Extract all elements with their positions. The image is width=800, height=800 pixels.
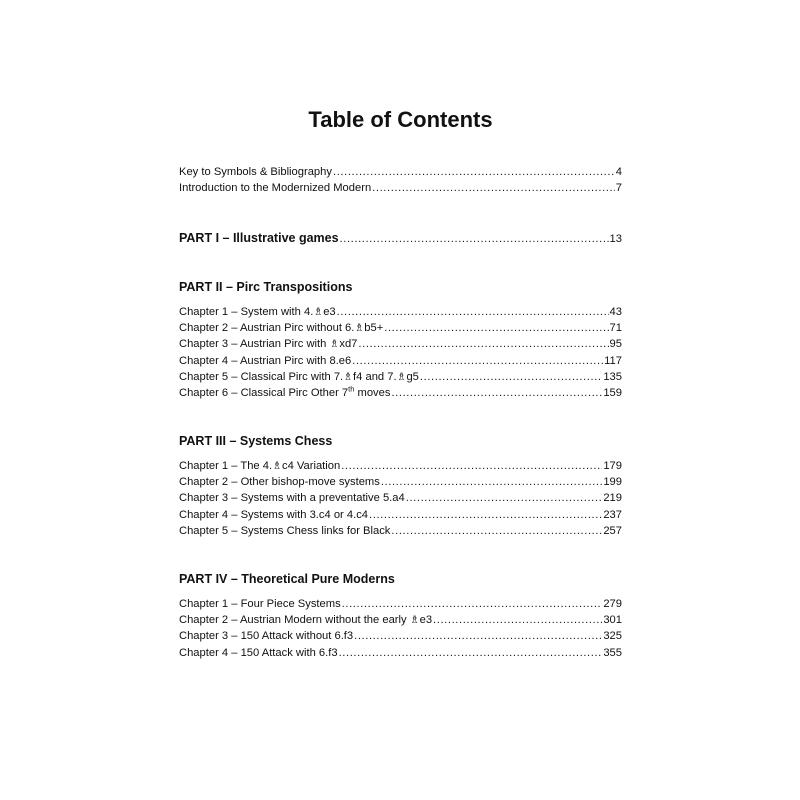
toc-entry-label: Chapter 6 – Classical Pirc Other 7th moves [179, 384, 391, 399]
toc-entry-page: 219 [603, 492, 622, 505]
dot-leader [384, 320, 608, 336]
toc-entry-page: 159 [603, 386, 622, 399]
toc-entry-chapter [179, 507, 622, 523]
dot-leader [340, 231, 609, 247]
toc-entry-chapter [179, 369, 622, 385]
toc-entry-page: 71 [609, 322, 622, 335]
toc-entry-chapter [179, 523, 622, 539]
part-3-heading: PART III – Systems Chess [179, 434, 333, 448]
toc-entry-page: 7 [615, 182, 622, 195]
toc-entry-label: Chapter 1 – Four Piece Systems [179, 598, 341, 610]
part-4-block [179, 571, 622, 587]
part-3-chapter-list [179, 458, 622, 539]
part-2-chapter-list [179, 304, 622, 401]
toc-entry-chapter [179, 645, 622, 661]
toc-entry-label: Chapter 2 – Austrian Pirc without 6.♗b5+ [179, 321, 384, 335]
page-title: Table of Contents [308, 107, 493, 132]
bishop-icon: ♗ [354, 321, 365, 335]
dot-leader [352, 353, 603, 369]
bishop-icon: ♗ [396, 369, 407, 383]
toc-entry-page: 179 [603, 460, 622, 472]
ordinal-superscript: th [348, 384, 355, 394]
toc-entry-chapter [179, 336, 622, 352]
toc-entry-label: Chapter 3 – 150 Attack without 6.f3 [179, 630, 354, 643]
toc-entry-chapter [179, 353, 622, 369]
toc-entry-page: 301 [603, 614, 622, 627]
toc-entry-page: 279 [603, 598, 622, 610]
part-2-block [179, 279, 622, 295]
dot-leader [337, 304, 609, 320]
toc-entry-chapter [179, 596, 622, 612]
dot-leader [339, 645, 603, 661]
toc-entry-label: Chapter 5 – Classical Pirc with 7.♗f4 and 7.♗g5 [179, 369, 419, 383]
bishop-icon: ♗ [343, 369, 354, 383]
toc-entry-label: Introduction to the Modernized Modern [179, 182, 372, 195]
toc-entry-label: Chapter 4 – Systems with 3.c4 or 4.c4 [179, 508, 369, 521]
toc-entry-page: 257 [603, 524, 622, 537]
toc-entry-chapter [179, 490, 622, 506]
part-1-heading: PART I – Illustrative games [179, 231, 339, 245]
toc-entry-chapter [179, 474, 622, 490]
toc-entry-chapter [179, 628, 622, 644]
toc-entry-page: 4 [615, 166, 622, 178]
toc-entry-chapter [179, 385, 622, 401]
part-4-chapter-list [179, 596, 622, 661]
toc-entry-label: Chapter 4 – Austrian Pirc with 8.e6 [179, 354, 352, 367]
toc-entry-label: Chapter 3 – Austrian Pirc with ♗xd7 [179, 337, 358, 351]
toc-entry-chapter [179, 458, 622, 474]
dot-leader [354, 628, 602, 644]
toc-entry-page: 95 [609, 338, 622, 351]
dot-leader [372, 180, 615, 196]
toc-entry-label: Chapter 1 – The 4.♗c4 Variation [179, 459, 341, 472]
toc-entry-chapter [179, 304, 622, 320]
toc-entry-chapter [179, 320, 622, 336]
toc-entry-label: Chapter 1 – System with 4.♗e3 [179, 305, 336, 318]
toc-entry-key-to-symbols [179, 164, 622, 180]
toc-entry-page: 43 [609, 306, 622, 318]
toc-entry-label: Chapter 5 – Systems Chess links for Black [179, 524, 391, 537]
toc-entry-introduction [179, 180, 622, 196]
dot-leader [358, 336, 608, 352]
dot-leader [333, 164, 615, 180]
bishop-icon: ♗ [329, 337, 340, 351]
part-3-block [179, 433, 622, 449]
toc-entry-page: 13 [609, 233, 622, 245]
part-2-heading: PART II – Pirc Transpositions [179, 280, 353, 294]
bishop-icon: ♗ [313, 305, 324, 318]
toc-entry-label: Chapter 4 – 150 Attack with 6.f3 [179, 646, 338, 659]
dot-leader [342, 596, 603, 612]
dot-leader [433, 612, 602, 628]
toc-entry-page: 237 [603, 508, 622, 521]
dot-leader [406, 490, 603, 506]
toc-entry-label: Chapter 2 – Austrian Modern without the early ♗e3 [179, 613, 433, 627]
part-1-block [179, 230, 622, 246]
dot-leader [341, 458, 602, 474]
toc-entry-page: 117 [604, 354, 622, 367]
dot-leader [391, 523, 602, 539]
toc-entry-label: Chapter 2 – Other bishop-move systems [179, 476, 380, 489]
dot-leader [369, 507, 602, 523]
toc-entry-page: 135 [603, 370, 622, 383]
dot-leader [420, 369, 602, 385]
toc-entry-label: Key to Symbols & Bibliography [179, 166, 332, 178]
part-4-heading: PART IV – Theoretical Pure Moderns [179, 572, 395, 586]
toc-entry-page: 325 [603, 630, 622, 643]
dot-leader [391, 385, 602, 401]
front-matter-list [179, 164, 622, 196]
toc-entry-chapter [179, 612, 622, 628]
dot-leader [381, 474, 602, 490]
toc-entry-page: 199 [603, 476, 622, 489]
toc-entry-part-1 [179, 230, 622, 246]
bishop-icon: ♗ [272, 459, 282, 472]
bishop-icon: ♗ [409, 613, 420, 627]
toc-entry-label: Chapter 3 – Systems with a preventative 5.a4 [179, 492, 405, 505]
toc-entry-page: 355 [603, 646, 622, 659]
